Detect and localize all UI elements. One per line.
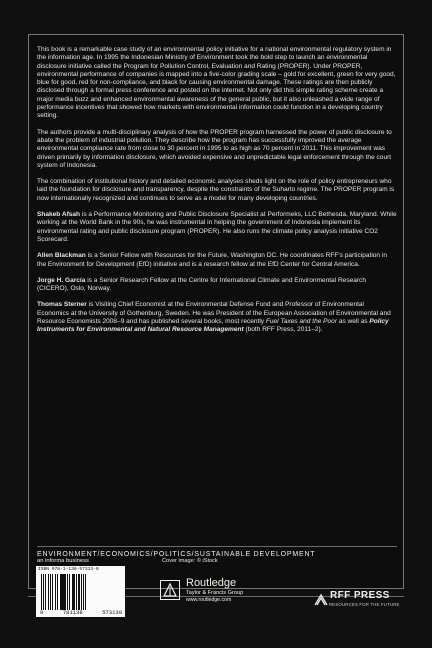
publisher-name: Routledge xyxy=(186,577,237,589)
author-name: Jorge H. García xyxy=(37,276,86,284)
rff-tagline: RESOURCES FOR THE FUTURE xyxy=(329,602,400,607)
author-bio-text: (both RFF Press, 2011–2). xyxy=(243,326,323,334)
author-bio-text: is a Senior Fellow with Resources for the Future, Washington DC. He coordinates RFF's participation in the Environment for Development (EfD) initiative and is a research fellow at the EfD Center for Central America. xyxy=(37,252,387,268)
author-bio xyxy=(37,211,397,244)
isbn-barcode xyxy=(36,566,125,617)
author-name: Thomas Sterner xyxy=(37,301,87,309)
author-bio-text: as well as xyxy=(337,318,370,326)
author-name: Allen Blackman xyxy=(37,252,86,260)
book-description xyxy=(37,46,397,343)
barcode-digit-group: 781138 xyxy=(62,609,83,616)
book-title-reference: Policy Instruments for Environmental and Natural Resource Management xyxy=(37,318,389,334)
publisher-url: www.routledge.com xyxy=(186,597,232,603)
rff-press-label: RFF PRESS xyxy=(330,590,390,601)
barcode-digits xyxy=(40,609,122,616)
description-paragraph-3: The combination of institutional history and detailed economic analyses sheds light on the role of policy entrepreneurs who laid the foundation for disclosure and transparency, despite the constraints of the Suharto regime. The PROPER program is now internationally recognized and continues to serve as a model for many developing countries. xyxy=(37,178,395,202)
description-paragraph-1: This book is a remarkable case study of an environmental policy initiative for a national environmental regulatory system in the information age. In 1995 the Indonesian Ministry of Environment took the bold step to launch an environmental disclosure initiative called the Program for Pollution Control, Evaluation and Rating (PROPER). Under PROPER, environmental performance of companies is mapped into a five-color grading scale – gold for excellent, green for very good, blue for good, red for non-compliance, and black for causing environmental damage. These ratings are then publicly disclosed through a formal press conference and posted on the internet. Not only did this simple rating scheme create a major media buzz and enhanced environmental awareness of the general public, but it also unleashed a wide range of performance incentives that showed how markets with environmental information could function in a developing country setting. xyxy=(37,46,396,120)
author-bio-text: is a Performance Monitoring and Public Disclosure Specialist at Performeks, LLC Bethesda, Maryland. While working at the World Bank in the 90s, he was instrumental in helping the government of Indonesia implement its environmental rating and public disclosure program (PROPER). He also runs the climate policy analysis initiative CO2 Scorecard. xyxy=(37,211,397,243)
informa-business-label: an informa business xyxy=(37,558,89,564)
barcode-digit-group: 573130 xyxy=(102,609,122,616)
author-bio-text: is Visiting Chief Economist at the Environmental Defense Fund and Professor of Environmental Economics at the University of Gothenburg, Sweden. He was President of the European Association of Environmental and Resource Economists 2008–9 and has published several books, most recently xyxy=(37,301,391,326)
author-bio xyxy=(37,301,397,334)
routledge-logo-icon xyxy=(160,580,180,600)
book-title-reference: Fuel Taxes and the Poor xyxy=(265,318,337,326)
barcode-bar xyxy=(86,574,87,610)
isbn-text: ISBN 978-1-138-57313-0 xyxy=(38,567,99,572)
description-paragraph-2: The authors provide a multi-disciplinary analysis of how the PROPER program harnessed the power of public disclosure to abate the problem of industrial pollution. They describe how the program has successfully improved the average environmental compliance rate from close to 30 percent in 1995 to as high as 70 percent in 2011. This improvement was driven primarily by information disclosure, which avoided expensive and unpredictable legal enforcement through the court system of Indonesia. xyxy=(37,128,392,169)
barcode-bars xyxy=(41,574,120,610)
routledge-brand xyxy=(186,578,243,604)
cover-image-credit: Cover image: © iStock xyxy=(162,558,218,564)
publisher-group: Taylor & Francis Group xyxy=(186,590,244,596)
author-bio xyxy=(37,277,397,294)
author-bio xyxy=(37,252,397,269)
barcode-digit-group: 9 xyxy=(40,609,44,616)
author-bio-text: is a Senior Research Fellow at the Centre for International Climate and Environmental Research (CICERO), Oslo, Norway. xyxy=(37,276,366,293)
subject-categories: ENVIRONMENT/ECONOMICS/POLITICS/SUSTAINABLE DEVELOPMENT xyxy=(37,546,397,558)
author-name: Shakeb Afsah xyxy=(37,211,81,219)
